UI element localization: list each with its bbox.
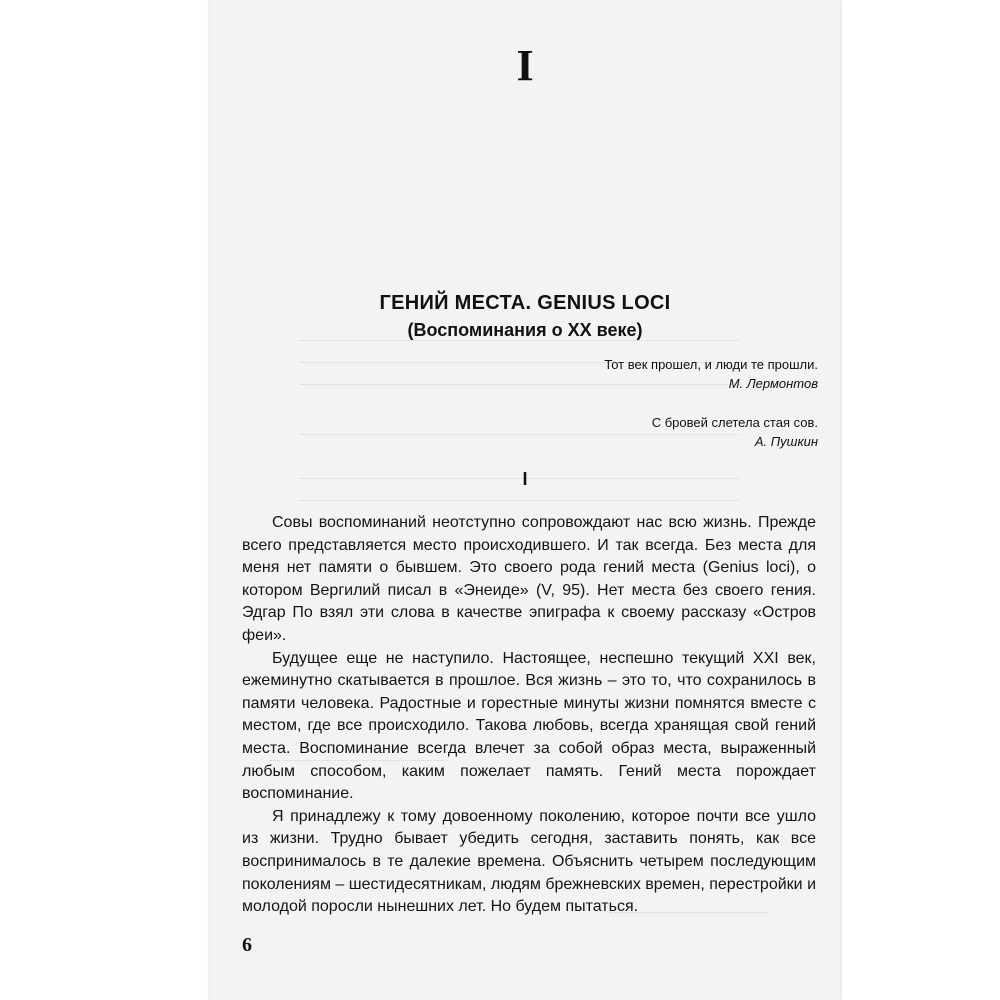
section-numeral: I bbox=[522, 469, 528, 489]
epigraph-author: А. Пушкин bbox=[754, 434, 818, 449]
page-number: 6 bbox=[242, 934, 252, 956]
paragraph: Совы воспоминаний неотступно сопровождают нас всю жизнь. Прежде всего представляется место происходившего. И так всегда. Без места для меня нет памяти о бывшем. Это своего рода гений места (Genius loci), о котором Вергилий писал в «Энеиде» (V, 95). Нет места без своего гения. Эдгар По взял эти слова в качестве эпиграфа к своему рассказу «Остров феи». bbox=[242, 514, 816, 644]
chapter-title: ГЕНИЙ МЕСТА. GENIUS LOCI bbox=[379, 292, 671, 314]
epigraph-text: С бровей слетела стая сов. bbox=[651, 415, 818, 430]
body-text bbox=[242, 512, 816, 919]
paragraph: Будущее еще не наступило. Настоящее, неспешно текущий XXI век, ежеминутно скатывается в прошлое. Вся жизнь – это то, что сохранилось в памяти человека. Радостные и горестные минуты жизни помнятся вместе с местом, где все происходило. Такова любовь, всегда хранящая свой гений места. Воспоминание всегда влечет за собой образ места, выраженный любым способом, каким пожелает память. Гений места порождает воспоминание. bbox=[242, 649, 816, 803]
epigraph-text: Тот век прошел, и люди те прошли. bbox=[604, 357, 818, 372]
part-numeral: I bbox=[516, 41, 534, 90]
book-page bbox=[210, 0, 840, 1000]
paragraph: Я принадлежу к тому довоенному поколению, которое почти все ушло из жизни. Трудно бывает убедить сегодня, заставить понять, как все воспринималось в те далекие времена. Объяснить четырем последующим поколениям – шестидесятникам, людям брежневских времен, перестройки и молодой поросли нынешних лет. Но будем пытаться. bbox=[242, 807, 816, 916]
chapter-subtitle: (Воспоминания о XX веке) bbox=[407, 320, 643, 340]
epigraph-author: М. Лермонтов bbox=[728, 376, 818, 391]
epigraph-lermontov bbox=[604, 355, 818, 393]
epigraph-pushkin bbox=[652, 413, 818, 451]
